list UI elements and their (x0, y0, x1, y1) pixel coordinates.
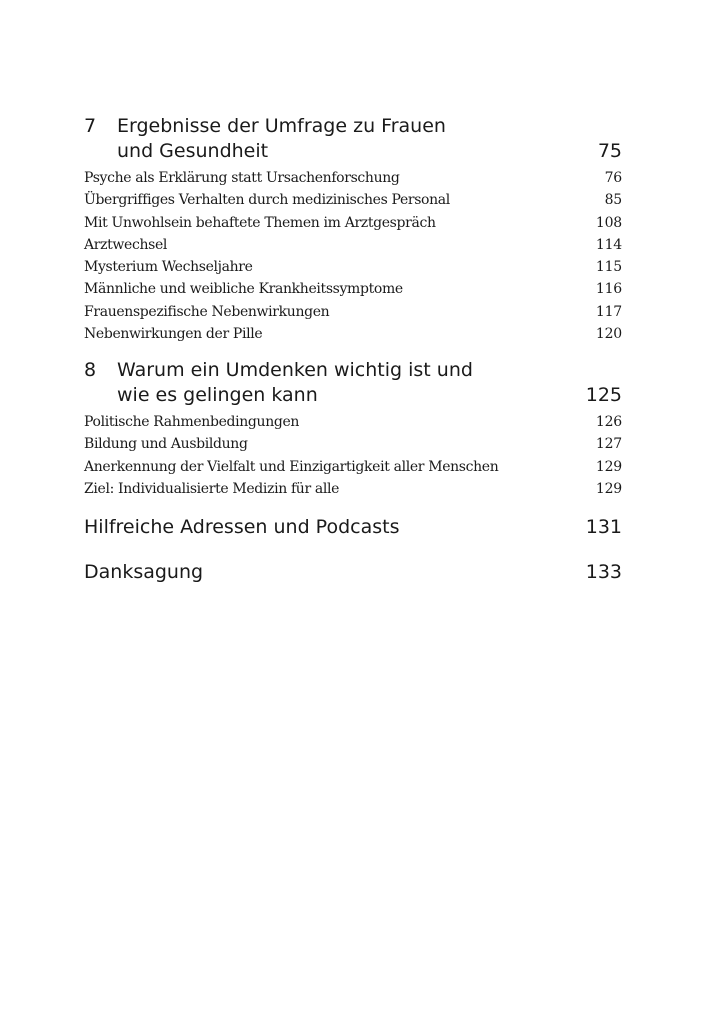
chapter-title: Warum ein Umdenken wichtig ist und wie es gelingen kann (117, 359, 473, 406)
section-title: Danksagung (84, 561, 204, 583)
toc-entry[interactable]: Anerkennung der Vielfalt und Einzigartigkeit aller Menschen 129 (84, 458, 622, 475)
toc-entry[interactable]: Mit Unwohlsein behaftete Themen im Arztgespräch 108 (84, 214, 622, 231)
toc-entry[interactable]: Männliche und weibliche Krankheitssymptome 116 (84, 281, 622, 298)
toc-entry[interactable]: Ziel: Individualisierte Medizin für alle 129 (84, 480, 622, 497)
chapter-7 (84, 114, 622, 345)
toc-entry[interactable]: Mysterium Wechseljahre 115 (84, 259, 622, 276)
chapter-page-number: 125 (585, 384, 622, 406)
chapter-page-number: 75 (597, 140, 622, 162)
toc-entry[interactable]: Frauenspezifische Nebenwirkungen 117 (84, 303, 622, 320)
chapter-8 (84, 358, 622, 500)
chapter-entries (84, 167, 622, 345)
section-title: Hilfreiche Adressen und Podcasts (84, 516, 400, 538)
toc-entry[interactable]: Nebenwirkungen der Pille 120 (84, 326, 622, 343)
chapter-title: Ergebnisse der Umfrage zu Frauen und Gesundheit (117, 115, 446, 162)
toc-entry[interactable]: Arztwechsel 114 (84, 236, 622, 253)
toc-entry[interactable]: Politische Rahmenbedingungen 126 (84, 414, 622, 430)
chapter-heading[interactable] (84, 114, 622, 164)
chapter-number: 8 (84, 359, 97, 381)
toc-entry[interactable]: Bildung und Ausbildung 127 (84, 436, 622, 453)
section-page-number: 131 (585, 516, 622, 538)
chapter-number: 7 (84, 115, 97, 137)
chapter-entries (84, 411, 622, 500)
chapter-heading[interactable] (84, 358, 622, 408)
toc-entry[interactable]: Psyche als Erklärung statt Ursachenforschung 76 (84, 170, 622, 186)
toc-entry[interactable]: Übergriffiges Verhalten durch medizinisches Personal 85 (84, 192, 622, 209)
section-page-number: 133 (585, 561, 622, 583)
